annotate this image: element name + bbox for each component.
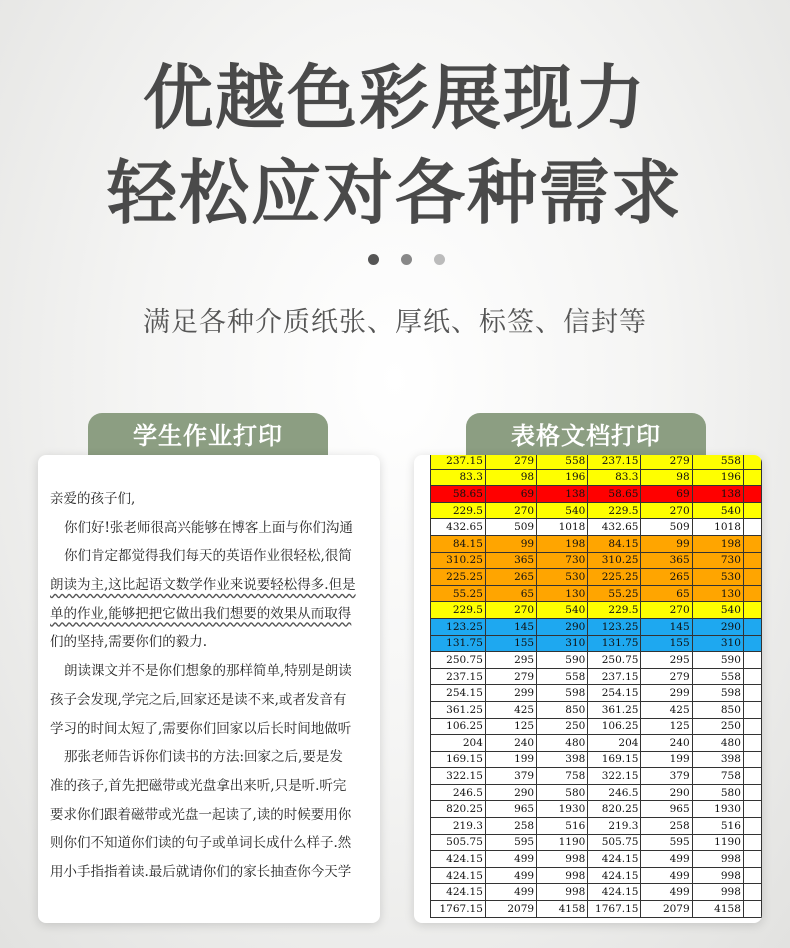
table-cell-edge: [743, 685, 761, 702]
table-cell: 365: [485, 552, 536, 569]
table-cell: 499: [641, 851, 692, 868]
table-cell: 1767.15: [588, 901, 641, 918]
essay-line: 准的孩子,首先把磁带或光盘拿出来听,只是听.听完: [50, 777, 347, 794]
table-cell: 106.25: [588, 718, 641, 735]
table-cell: 145: [641, 618, 692, 635]
table-cell: 265: [641, 569, 692, 586]
table-cell: 1930: [537, 801, 588, 818]
table-cell: 398: [692, 751, 743, 768]
pagination-dot[interactable]: [368, 254, 379, 265]
table-row: [431, 502, 762, 519]
table-cell: 1018: [537, 519, 588, 536]
spreadsheet-table: [430, 455, 762, 918]
table-cell-edge: [743, 519, 761, 536]
table-cell: 270: [485, 602, 536, 619]
headline-line-1: 优越色彩展现力: [143, 57, 647, 139]
table-cell: 83.3: [588, 469, 641, 486]
table-row: [431, 602, 762, 619]
table-cell: 65: [641, 585, 692, 602]
subtitle: 满足各种介质纸张、厚纸、标签、信封等: [143, 307, 647, 338]
table-cell-edge: [743, 502, 761, 519]
table-cell: 270: [485, 502, 536, 519]
table-row: [431, 535, 762, 552]
table-cell-edge: [743, 668, 761, 685]
table-cell: 424.15: [431, 867, 486, 884]
table-cell: 145: [485, 618, 536, 635]
table-cell: 290: [537, 618, 588, 635]
table-row: [431, 519, 762, 536]
essay-line: 你们好!张老师很高兴能够在博客上面与你们沟通: [64, 519, 353, 536]
table-cell: 69: [485, 486, 536, 503]
homework-print-sample: [38, 455, 380, 923]
table-cell: 125: [641, 718, 692, 735]
table-cell-edge: [743, 652, 761, 669]
table-cell: 365: [641, 552, 692, 569]
table-cell-edge: [743, 768, 761, 785]
table-cell: 219.3: [588, 818, 641, 835]
table-cell: 758: [692, 768, 743, 785]
table-cell: 1018: [692, 519, 743, 536]
table-row: [431, 735, 762, 752]
table-cell: 590: [537, 652, 588, 669]
table-row: [431, 668, 762, 685]
table-cell: 580: [692, 784, 743, 801]
table-cell-edge: [743, 618, 761, 635]
essay-line: 你们肯定都觉得我们每天的英语作业很轻松,很简: [64, 548, 352, 565]
table-row: [431, 635, 762, 652]
table-cell: 558: [692, 668, 743, 685]
table-cell: 246.5: [588, 784, 641, 801]
table-cell: 540: [692, 502, 743, 519]
table-cell: 850: [692, 701, 743, 718]
table-cell: 169.15: [588, 751, 641, 768]
table-row: [431, 751, 762, 768]
table-cell-edge: [743, 801, 761, 818]
table-cell: 123.25: [431, 618, 486, 635]
table-cell: 432.65: [431, 519, 486, 536]
table-cell: 106.25: [431, 718, 486, 735]
table-cell-edge: [743, 818, 761, 835]
table-cell: 225.25: [588, 569, 641, 586]
table-cell: 55.25: [588, 585, 641, 602]
table-cell: 155: [641, 635, 692, 652]
table-cell: 99: [485, 535, 536, 552]
table-row: [431, 834, 762, 851]
table-cell: 425: [485, 701, 536, 718]
table-cell: 998: [692, 867, 743, 884]
table-cell: 237.15: [588, 668, 641, 685]
table-cell: 558: [537, 668, 588, 685]
table-cell: 598: [537, 685, 588, 702]
table-cell: 204: [588, 735, 641, 752]
table-cell: 240: [641, 735, 692, 752]
table-cell: 254.15: [431, 685, 486, 702]
essay-line: 朗读课文并不是你们想象的那样简单,特别是朗读: [64, 663, 352, 680]
table-cell: 1190: [537, 834, 588, 851]
table-cell-edge: [743, 718, 761, 735]
table-cell: 58.65: [588, 486, 641, 503]
table-row: [431, 469, 762, 486]
table-cell: 424.15: [431, 851, 486, 868]
table-row: [431, 851, 762, 868]
table-cell: 425: [641, 701, 692, 718]
table-cell: 229.5: [588, 502, 641, 519]
table-cell: 499: [641, 867, 692, 884]
table-cell-edge: [743, 585, 761, 602]
table-cell: 516: [537, 818, 588, 835]
table-cell: 130: [537, 585, 588, 602]
table-cell: 98: [641, 469, 692, 486]
table-cell: 237.15: [431, 668, 486, 685]
table-cell: 125: [485, 718, 536, 735]
table-cell: 258: [485, 818, 536, 835]
table-cell: 250: [537, 718, 588, 735]
table-cell: 199: [485, 751, 536, 768]
table-cell: 509: [485, 519, 536, 536]
table-cell: 198: [537, 535, 588, 552]
table-cell-edge: [743, 701, 761, 718]
table-cell: 530: [537, 569, 588, 586]
table-cell: 65: [485, 585, 536, 602]
table-row: [431, 784, 762, 801]
table-row: [431, 455, 762, 469]
table-row: [431, 701, 762, 718]
table-row: [431, 818, 762, 835]
table-cell: 379: [641, 768, 692, 785]
pagination-dots: [368, 254, 445, 265]
table-cell: 123.25: [588, 618, 641, 635]
essay-line: 用小手指指着读.最后就请你们的家长抽查你今天学: [50, 863, 352, 880]
table-row: [431, 618, 762, 635]
table-cell: 169.15: [431, 751, 486, 768]
table-cell: 55.25: [431, 585, 486, 602]
table-cell: 131.75: [588, 635, 641, 652]
table-cell: 98: [485, 469, 536, 486]
table-cell: 196: [692, 469, 743, 486]
essay-line: 孩子会发现,学完之后,回家还是读不来,或者发音有: [50, 691, 347, 708]
table-cell: 730: [692, 552, 743, 569]
pagination-dot[interactable]: [401, 254, 412, 265]
table-cell: 99: [641, 535, 692, 552]
table-cell: 998: [537, 851, 588, 868]
table-cell-edge: [743, 735, 761, 752]
table-cell: 250.75: [431, 652, 486, 669]
table-cell: 322.15: [431, 768, 486, 785]
table-cell: 2079: [485, 901, 536, 918]
table-row: [431, 569, 762, 586]
table-cell: 229.5: [431, 602, 486, 619]
table-cell: 1767.15: [431, 901, 486, 918]
table-cell: 58.65: [431, 486, 486, 503]
table-cell-edge: [743, 569, 761, 586]
table-cell: 299: [485, 685, 536, 702]
table-cell: 69: [641, 486, 692, 503]
table-cell: 998: [692, 884, 743, 901]
table-cell: 310: [692, 635, 743, 652]
table-cell: 246.5: [431, 784, 486, 801]
table-cell: 84.15: [431, 535, 486, 552]
essay-line: 朗读为主,这比起语文数学作业来说要轻松得多.但是: [50, 577, 356, 594]
table-cell: 229.5: [588, 602, 641, 619]
table-cell: 505.75: [431, 834, 486, 851]
table-cell: 295: [485, 652, 536, 669]
table-cell: 131.75: [431, 635, 486, 652]
table-cell: 237.15: [431, 455, 486, 469]
table-row: [431, 718, 762, 735]
tab-spreadsheet: 表格文档打印: [466, 413, 706, 457]
table-cell: 590: [692, 652, 743, 669]
essay-line: 要求你们跟着磁带或光盘一起读了,读的时候要用你: [50, 806, 352, 823]
table-cell: 850: [537, 701, 588, 718]
table-row: [431, 884, 762, 901]
table-cell: 480: [537, 735, 588, 752]
table-cell: 229.5: [431, 502, 486, 519]
essay-line: 亲爱的孩子们,: [50, 491, 136, 507]
table-cell: 424.15: [588, 867, 641, 884]
table-cell: 432.65: [588, 519, 641, 536]
table-row: [431, 486, 762, 503]
table-cell: 595: [485, 834, 536, 851]
table-cell: 196: [537, 469, 588, 486]
table-cell-edge: [743, 635, 761, 652]
table-cell: 361.25: [588, 701, 641, 718]
table-cell-edge: [743, 834, 761, 851]
table-cell-edge: [743, 867, 761, 884]
table-cell: 820.25: [588, 801, 641, 818]
table-cell: 270: [641, 602, 692, 619]
table-row: [431, 585, 762, 602]
essay-line: 学习的时间太短了,需要你们回家以后长时间地做听: [50, 720, 352, 737]
table-cell: 295: [641, 652, 692, 669]
table-cell: 540: [537, 502, 588, 519]
table-cell: 758: [537, 768, 588, 785]
table-cell-edge: [743, 469, 761, 486]
table-cell: 540: [692, 602, 743, 619]
table-cell: 595: [641, 834, 692, 851]
table-row: [431, 685, 762, 702]
table-cell: 998: [537, 884, 588, 901]
table-cell-edge: [743, 602, 761, 619]
table-cell: 250: [692, 718, 743, 735]
table-row: [431, 768, 762, 785]
table-cell: 730: [537, 552, 588, 569]
table-cell: 820.25: [431, 801, 486, 818]
table-cell: 258: [641, 818, 692, 835]
table-cell: 398: [537, 751, 588, 768]
table-cell: 965: [641, 801, 692, 818]
essay-line: 单的作业,能够把把它做出我们想要的效果从而取得: [50, 605, 352, 622]
table-cell: 310: [537, 635, 588, 652]
essay-line: 那张老师告诉你们读书的方法:回家之后,要是发: [64, 749, 343, 766]
table-cell: 4158: [537, 901, 588, 918]
table-row: [431, 867, 762, 884]
table-cell: 198: [692, 535, 743, 552]
table-cell: 290: [692, 618, 743, 635]
table-cell: 130: [692, 585, 743, 602]
pagination-dot[interactable]: [434, 254, 445, 265]
table-cell: 290: [641, 784, 692, 801]
table-cell: 279: [641, 668, 692, 685]
table-cell-edge: [743, 784, 761, 801]
table-cell: 2079: [641, 901, 692, 918]
table-cell-edge: [743, 751, 761, 768]
table-cell-edge: [743, 486, 761, 503]
table-cell: 138: [537, 486, 588, 503]
table-cell: 540: [537, 602, 588, 619]
table-cell-edge: [743, 884, 761, 901]
table-cell: 361.25: [431, 701, 486, 718]
table-cell: 279: [485, 455, 536, 469]
table-cell: 83.3: [431, 469, 486, 486]
table-cell: 138: [692, 486, 743, 503]
table-cell: 199: [641, 751, 692, 768]
table-cell: 1190: [692, 834, 743, 851]
spreadsheet-print-sample: [414, 455, 762, 923]
table-cell-edge: [743, 455, 761, 469]
table-cell: 4158: [692, 901, 743, 918]
table-cell: 509: [641, 519, 692, 536]
table-cell: 424.15: [588, 851, 641, 868]
table-cell-edge: [743, 901, 761, 918]
table-cell-edge: [743, 851, 761, 868]
table-cell: 219.3: [431, 818, 486, 835]
table-cell: 155: [485, 635, 536, 652]
table-cell: 598: [692, 685, 743, 702]
table-cell: 250.75: [588, 652, 641, 669]
table-cell: 237.15: [588, 455, 641, 469]
table-cell: 516: [692, 818, 743, 835]
table-cell: 322.15: [588, 768, 641, 785]
essay-line: 们的坚持,需要你们的毅力.: [50, 634, 208, 651]
table-cell: 225.25: [431, 569, 486, 586]
table-cell: 254.15: [588, 685, 641, 702]
table-cell: 270: [641, 502, 692, 519]
table-cell: 310.25: [588, 552, 641, 569]
table-row: [431, 901, 762, 918]
table-cell: 558: [692, 455, 743, 469]
table-cell: 424.15: [431, 884, 486, 901]
table-cell-edge: [743, 552, 761, 569]
table-cell: 499: [485, 851, 536, 868]
table-cell: 290: [485, 784, 536, 801]
table-cell: 998: [692, 851, 743, 868]
table-cell: 558: [537, 455, 588, 469]
table-cell: 965: [485, 801, 536, 818]
table-cell: 424.15: [588, 884, 641, 901]
table-row: [431, 652, 762, 669]
essay-line: 则你们不知道你们读的句子或单词长成什么样子.然: [50, 835, 352, 852]
table-cell: 84.15: [588, 535, 641, 552]
table-cell: 1930: [692, 801, 743, 818]
table-cell: 580: [537, 784, 588, 801]
table-cell: 240: [485, 735, 536, 752]
table-cell: 310.25: [431, 552, 486, 569]
table-row: [431, 801, 762, 818]
table-row: [431, 552, 762, 569]
table-cell: 499: [641, 884, 692, 901]
table-cell: 505.75: [588, 834, 641, 851]
tab-student-homework: 学生作业打印: [88, 413, 328, 457]
table-cell: 480: [692, 735, 743, 752]
table-cell: 279: [641, 455, 692, 469]
table-cell: 379: [485, 768, 536, 785]
table-cell: 998: [537, 867, 588, 884]
table-cell-edge: [743, 535, 761, 552]
table-cell: 204: [431, 735, 486, 752]
table-cell: 499: [485, 867, 536, 884]
table-cell: 265: [485, 569, 536, 586]
headline-line-2: 轻松应对各种需求: [107, 152, 683, 234]
table-cell: 499: [485, 884, 536, 901]
essay-text: [38, 455, 380, 887]
table-cell: 530: [692, 569, 743, 586]
table-cell: 279: [485, 668, 536, 685]
table-cell: 299: [641, 685, 692, 702]
